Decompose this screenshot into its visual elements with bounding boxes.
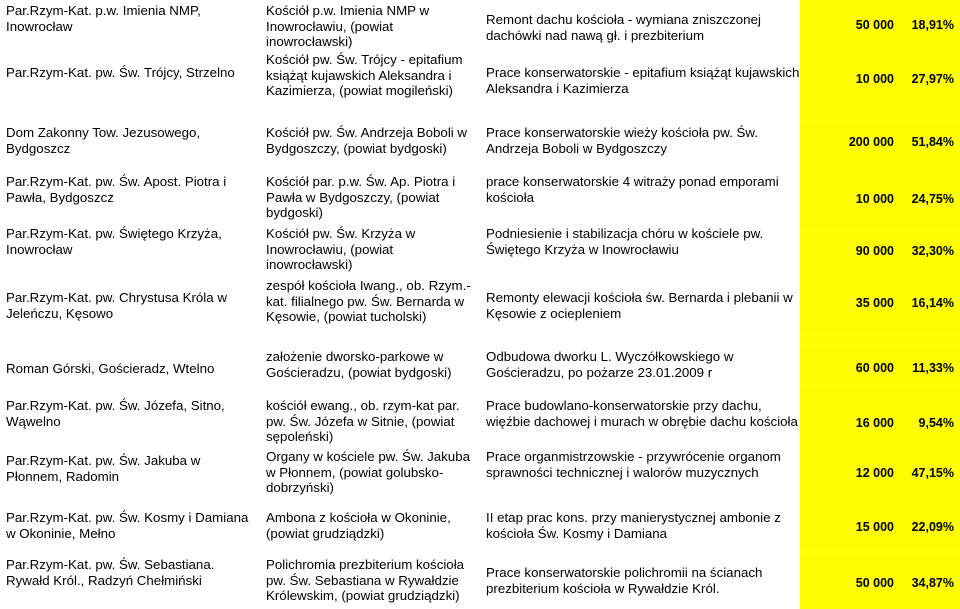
- object-cell: Kościół par. p.w. Św. Ap. Piotra i Pawła w Bydgoszczy, (powiat bydgoski): [266, 174, 456, 220]
- applicant-cell: Par.Rzym-Kat. pw. Chrystusa Króla w Jeleńczu, Kęsowo: [6, 290, 227, 321]
- object-cell: Organy w kościele pw. Św. Jakuba w Płonnem, (powiat golubsko-dobrzyński): [266, 449, 470, 495]
- grant-percent: 27,97%: [911, 72, 954, 87]
- grant-amount: 200 000: [848, 135, 894, 150]
- grant-amount: 90 000: [855, 244, 894, 259]
- amount-cell: [800, 398, 960, 449]
- grant-percent: 47,15%: [911, 466, 954, 481]
- table-row: [0, 449, 960, 499]
- table-row: [0, 557, 960, 609]
- applicant-cell: Par.Rzym-Kat. pw. Św. Trójcy, Strzelno: [6, 65, 235, 80]
- grant-amount: 35 000: [855, 296, 894, 311]
- applicant-cell: Par.Rzym-Kat. pw. Św. Kosmy i Damiana w Okoninie, Mełno: [6, 510, 249, 541]
- grant-amount: 10 000: [855, 192, 894, 207]
- applicant-cell: Par.Rzym-Kat. pw. Świętego Krzyża, Inowrocław: [6, 226, 222, 257]
- task-cell: Remonty elewacji kościoła św. Bernarda i plebanii w Kęsowie z ociepleniem: [486, 290, 793, 321]
- grant-percent: 24,75%: [911, 192, 954, 207]
- task-cell: Prace konserwatorskie - epitafium książąt kujawskich Aleksandra i Kazimierza: [486, 65, 800, 96]
- amount-cell: [800, 449, 960, 499]
- applicant-cell: Roman Górski, Gościeradz, Wtelno: [6, 361, 215, 377]
- object-cell: Kościół pw. Św. Trójcy - epitafium książąt kujawskich Aleksandra i Kazimierza, (powiat mogileński): [266, 52, 463, 98]
- table-row: [0, 349, 960, 389]
- table-row: [0, 278, 960, 330]
- object-cell: Ambona z kościoła w Okoninie, (powiat grudziądzki): [266, 510, 451, 541]
- applicant-cell: Par.Rzym-Kat. p.w. Imienia NMP, Inowrocław: [6, 3, 201, 34]
- object-cell: Kościół pw. Św. Andrzeja Boboli w Bydgoszczy, (powiat bydgoski): [266, 125, 468, 156]
- task-cell: Prace konserwatorskie polichromii na ścianach prezbiterium kościoła w Rywałdzie Król.: [486, 565, 763, 596]
- amount-cell: [800, 278, 960, 330]
- object-cell: kościół ewang., ob. rzym-kat par. pw. Św. Józefa w Sitnie, (powiat sępoleński): [266, 398, 460, 444]
- grant-amount: 16 000: [855, 415, 894, 430]
- task-cell: Prace organmistrzowskie - przywrócenie organom sprawności technicznej i walorów muzycznych: [486, 449, 781, 480]
- applicant-cell: Dom Zakonny Tow. Jezusowego, Bydgoszcz: [6, 125, 201, 156]
- object-cell: Polichromia prezbiterium kościoła pw. Św. Sebastiana w Rywałdzie Królewskim, (powiat grudziądzki): [266, 557, 465, 603]
- amount-cell: [800, 174, 960, 226]
- applicant-cell: Par.Rzym-Kat. pw. Św. Jakuba w Płonnem, Radomin: [6, 453, 201, 484]
- object-cell: Kościół p.w. Imienia NMP w Inowrocławiu, (powiat inowrocławski): [266, 3, 430, 49]
- grant-percent: 9,54%: [918, 415, 954, 430]
- grant-amount: 15 000: [855, 520, 894, 535]
- object-cell: Kościół pw. Św. Krzyża w Inowrocławiu, (powiat inowrocławski): [266, 226, 416, 272]
- grant-percent: 18,91%: [911, 18, 954, 32]
- amount-cell: [800, 349, 960, 389]
- grant-amount: 50 000: [855, 575, 894, 590]
- applicant-cell: Par.Rzym-Kat. pw. Św. Sebastiana. Rywałd Król., Radzyń Chełmiński: [6, 557, 215, 588]
- applicant-cell: Par.Rzym-Kat. pw. Św. Apost. Piotra i Pawła, Bydgoszcz: [6, 174, 227, 205]
- grant-percent: 22,09%: [911, 520, 954, 535]
- table-row: [0, 0, 960, 52]
- task-cell: II etap prac kons. przy manierystycznej ambonie z kościoła Św. Kosmy i Damiana: [486, 510, 781, 541]
- grant-amount: 50 000: [855, 18, 894, 32]
- table-row: [0, 398, 960, 449]
- object-cell: zespół kościoła Iwang., ob. Rzym.-kat. filialnego pw. Św. Bernarda w Kęsowie, (powiat tucholski): [266, 278, 471, 324]
- grant-percent: 11,33%: [912, 361, 954, 376]
- task-cell: prace konserwatorskie 4 witraży ponad emporami kościoła: [486, 174, 779, 205]
- table-row: [0, 226, 960, 278]
- grant-percent: 16,14%: [911, 296, 954, 311]
- table-row: [0, 125, 960, 161]
- table-row: [0, 510, 960, 546]
- task-cell: Prace konserwatorskie wieży kościoła pw. Św. Andrzeja Boboli w Bydgoszczy: [486, 125, 758, 156]
- grant-amount: 60 000: [855, 361, 894, 376]
- task-cell: Podniesienie i stabilizacja chóru w kościele pw. Świętego Krzyża w Inowrocławiu: [486, 226, 764, 257]
- task-cell: Prace budowlano-konserwatorskie przy dachu, więźbie dachowej i murach w obrębie dachu kościoła: [486, 398, 798, 429]
- task-cell: Odbudowa dworku L. Wyczółkowskiego w Gościeradzu, po pożarze 23.01.2009 r: [486, 349, 734, 380]
- table-row: [0, 174, 960, 226]
- grant-percent: 34,87%: [911, 575, 954, 590]
- applicant-cell: Par.Rzym-Kat. pw. Św. Józefa, Sitno, Wąwelno: [6, 398, 225, 429]
- amount-cell: [800, 52, 960, 108]
- table-row: [0, 52, 960, 108]
- grant-amount: 10 000: [855, 72, 894, 87]
- amount-cell: [800, 557, 960, 609]
- grant-percent: 32,30%: [911, 244, 954, 259]
- grant-amount: 12 000: [855, 466, 894, 481]
- object-cell: założenie dworsko-parkowe w Gościeradzu, (powiat bydgoski): [266, 349, 452, 380]
- amount-cell: [800, 0, 960, 52]
- task-cell: Remont dachu kościoła - wymiana zniszczonej dachówki nad nawą gł. i prezbiterium: [486, 12, 761, 43]
- grant-percent: 51,84%: [911, 135, 954, 150]
- amount-cell: [800, 125, 960, 161]
- amount-cell: [800, 226, 960, 278]
- amount-cell: [800, 510, 960, 546]
